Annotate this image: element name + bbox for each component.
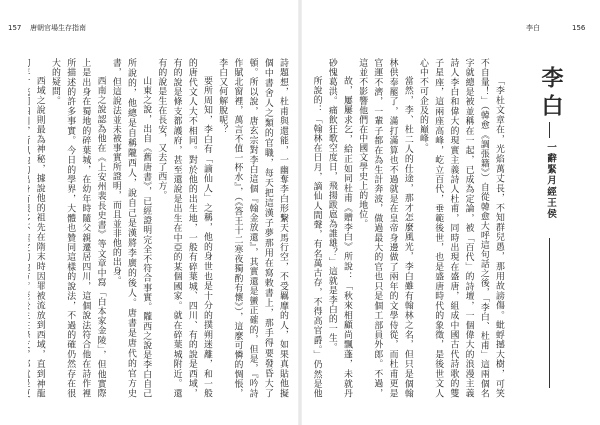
paragraph: 要所周知，李白有「謫仙人」之稱，他的身世也是十分的撲朔迷離，和一般的唐代文人大不相同。對於他的出生地，一般有碎葉城、四川、有的說是西域，有的說是條支都護府，甚至還說是出生在中亞的某個國家。就在碎葉城附近。還有的說是生在長安，又去了西方。 <box>156 58 212 398</box>
chapter-title: 李白 <box>538 66 563 122</box>
left-body-text <box>28 58 290 398</box>
right-page <box>300 0 600 425</box>
paragraph: 當然，李、杜二人的仕途，那才怎麼風光，李白雖有翰林之名，但只是個翰林供奉罷了，滿打滿算也不過就是在皇帝身邊做了兩年的文學侍從，而杜甫更是官運不濟，一輩子都在為生計奔波，做過最大的官也只是個工部員外郎。不過，這並不影響他們在中國文學史上的地位。 <box>357 58 413 398</box>
paragraph: 「李杜文章在，光焰萬丈長，不知群兒愚，那用故謗傷。蚍蜉撼大樹，可笑不自量！」（韓愈《調張籍》）自從韓愈大呼這句話之後，「李白、杜甫」這兩個名字就總是被並稱在一起，已成為定論，被「百代」的詩壇，一個偉大的浪漫主義詩人李白和偉大的現實主義詩人杜甫，同時出現在盛唐，組成中國古代詩歌的雙子星座，這兩座高峰，屹立百代，垂範後世，也是盛唐時代的象徵，是後世文人心中不可企及的巔峰。 <box>417 58 504 398</box>
running-title-right: 李白 <box>526 24 540 32</box>
paragraph: 山東之說，出自《舊唐書》，已經證明完全不符合事實。隴西之說是李白自己所說的，他總是自稱隴西人，說自己是漢將李廣的後人。唐書是唐代的官方史書，但這說法並未被事實所證明，而且並非他的出身。 <box>110 58 152 398</box>
chapter-subtitle: 一辭緊月經王侯 <box>545 142 556 220</box>
paragraph: 西南之說認為他在《上安州裴長史書》等文章中寫「白本家金陵」，但他實際上是出身在蜀地的碎葉城，在幼年時隨父親遷居四川，這個說法符合他在詩作裡所描述的許多事實。今日的學界，大體也贊同這樣的說法，不過的確仍然存在很大的疑問。 <box>49 58 106 398</box>
page-number-right: 156 <box>572 24 586 32</box>
paragraph: 所說的：「翰林在日月，謫仙人間聲，有名萬古存，不得高官爵。」仍然是他 <box>311 75 322 398</box>
title-rule-bottom <box>549 238 550 388</box>
title-rule-top <box>549 122 550 138</box>
paragraph: 詩題想，杜甫與還能，一幽奪李白形繫天馬行空，不受羈靡的人，如果真貼他擬個中書舍人之類的官職，每天把這漢子夢那用在寫敕書上，那手得要發昏大了頓。所以說，唐玄宗對李白這個『翰金放還』，其實還是蠻正確的，但是，『吟詩作賦北窗裡，萬言不值一杯水』，（《答王十二寒夜獨酌有懷》），這麼可憐的惆悵，李白又何解脫呢？ <box>217 58 288 398</box>
running-title-left: 唐朝官場生存指南 <box>30 24 86 32</box>
paragraph: 西域之說則最為神秘，據說他的祖先在隋末時因罪被流放到西域，直到神龍 <box>34 75 45 398</box>
page-number-left: 157 <box>8 24 22 32</box>
right-body-text <box>308 58 506 398</box>
paragraph: 故，屢屢求乞，給正如同杜甫《贈李白》所說：「秋來相顧尚飄蓬，未就丹砂愧葛洪。痛飲狂歌空度日，飛揚跋扈為誰雄？」這就是李白的一生。 <box>326 58 352 398</box>
